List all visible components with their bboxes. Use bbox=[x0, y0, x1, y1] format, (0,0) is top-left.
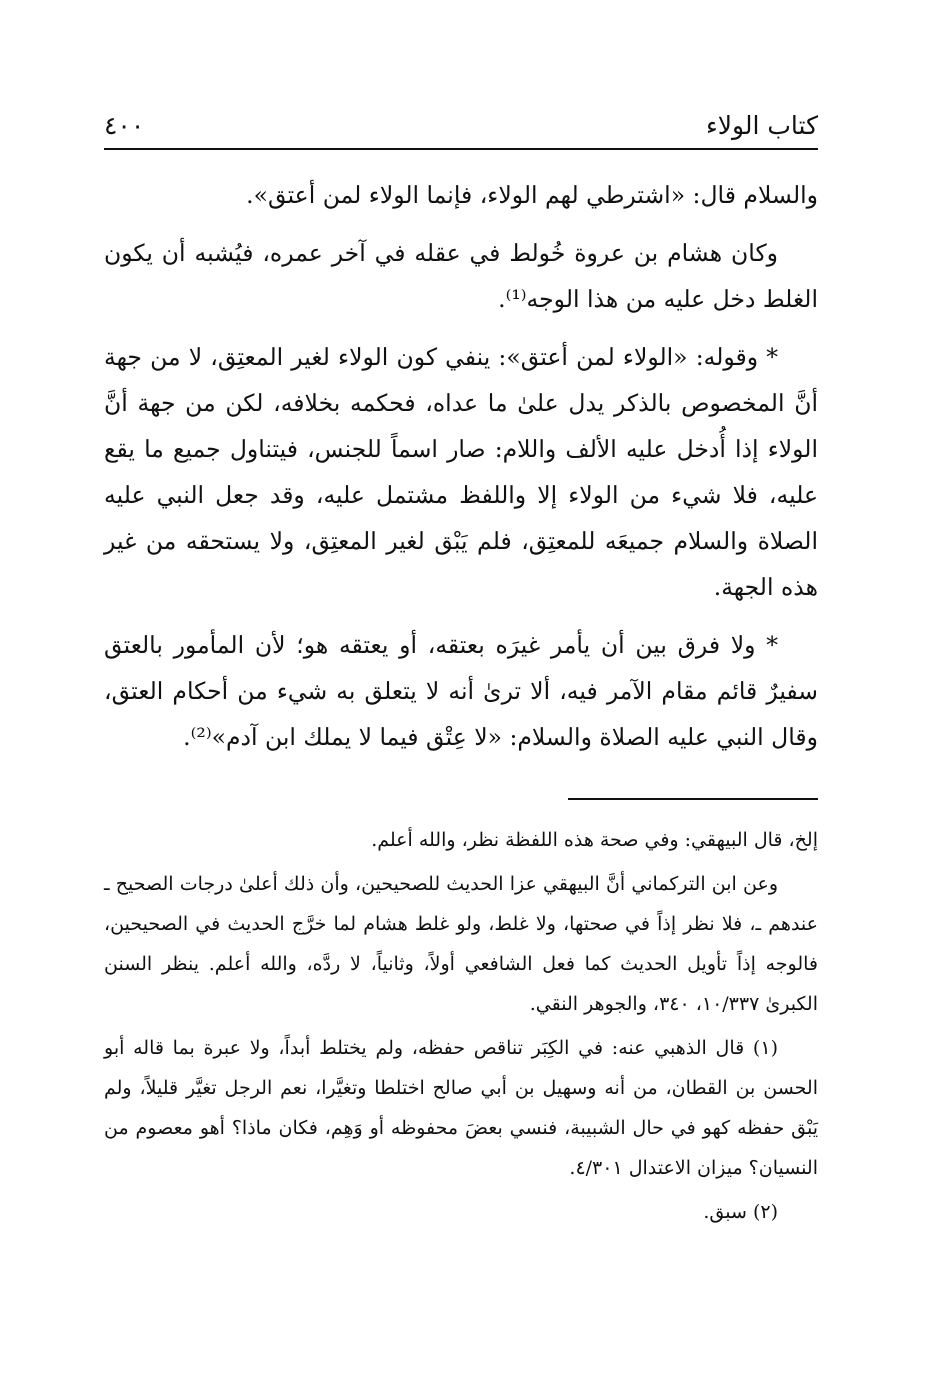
chapter-title: كتاب الولاء bbox=[705, 111, 818, 140]
main-paragraph-1: والسلام قال: «اشترطي لهم الولاء، فإنما الولاء لمن أعتق». bbox=[246, 181, 818, 209]
footnote-continuation: إلخ، قال البيهقي: وفي صحة هذه اللفظة نظر، والله أعلم. bbox=[371, 829, 818, 851]
main-paragraph-2: وكان هشام بن عروة خُولط في عقله في آخر عمره، فيُشبه أن يكون الغلط دخل عليه من هذا الوجه⁽¹⁾. bbox=[104, 239, 818, 313]
footnote-paragraph-2: وعن ابن التركماني أنَّ البيهقي عزا الحديث للصحيحين، وأن ذلك أعلىٰ درجات الصحيح ـ عندهم ـ، فلا نظر إذاً في صحتها، ولا غلط، ولو غلط هشام لما خرَّج الحديث في الصحيحين، فالوجه إذاً تأويل الحديث كما فعل الشافعي أولاً، وثانياً، لا ردَّه، والله أعلم. ينظر السنن الكبرىٰ ١٠/٣٣٧، ٣٤٠، والجوهر النقي. bbox=[104, 873, 818, 1015]
page-number: ٤٠٠ bbox=[104, 111, 145, 140]
main-text bbox=[104, 172, 818, 772]
footnotes bbox=[104, 820, 818, 1236]
footnote-1: (١) قال الذهبي عنه: في الكِبَر تناقص حفظه، ولم يختلط أبداً، ولا عبرة بما قاله أبو الحسن بن القطان، من أنه وسهيل بن أبي صالح اختلطا وتغيَّرا، نعم الرجل تغيَّر قليلاً، ولم يَبْق حفظه كهو في حال الشبيبة، فنسي بعضَ محفوظه أو وَهِم، فكان ماذا؟ أهو معصوم من النسيان؟ ميزان الاعتدال ٤/٣٠١. bbox=[104, 1037, 818, 1179]
page-header bbox=[104, 104, 818, 150]
main-paragraph-3: * وقوله: «الولاء لمن أعتق»: ينفي كون الولاء لغير المعتِق، لا من جهة أنَّ المخصوص بالذكر يدل علىٰ ما عداه، فحكمه بخلافه، لكن من جهة أنَّ الولاء إذا أُدخل عليه الألف واللام: صار اسماً للجنس، فيتناول جميع ما يقع عليه، فلا شيء من الولاء إلا واللفظ مشتمل عليه، وقد جعل النبي عليه الصلاة والسلام جميعَه للمعتِق، فلم يَبْق لغير المعتِق، ولا يستحقه من غير هذه الجهة. bbox=[104, 343, 818, 601]
footnote-divider bbox=[568, 798, 818, 800]
main-paragraph-4: * ولا فرق بين أن يأمر غيرَه بعتقه، أو يعتقه هو؛ لأن المأمور بالعتق سفيرٌ قائم مقام الآمر فيه، ألا ترىٰ أنه لا يتعلق به شيء من أحكام العتق، وقال النبي عليه الصلاة والسلام: «لا عِتْق فيما لا يملك ابن آدم»⁽²⁾. bbox=[104, 631, 818, 751]
footnote-2: (٢) سبق. bbox=[703, 1201, 778, 1223]
